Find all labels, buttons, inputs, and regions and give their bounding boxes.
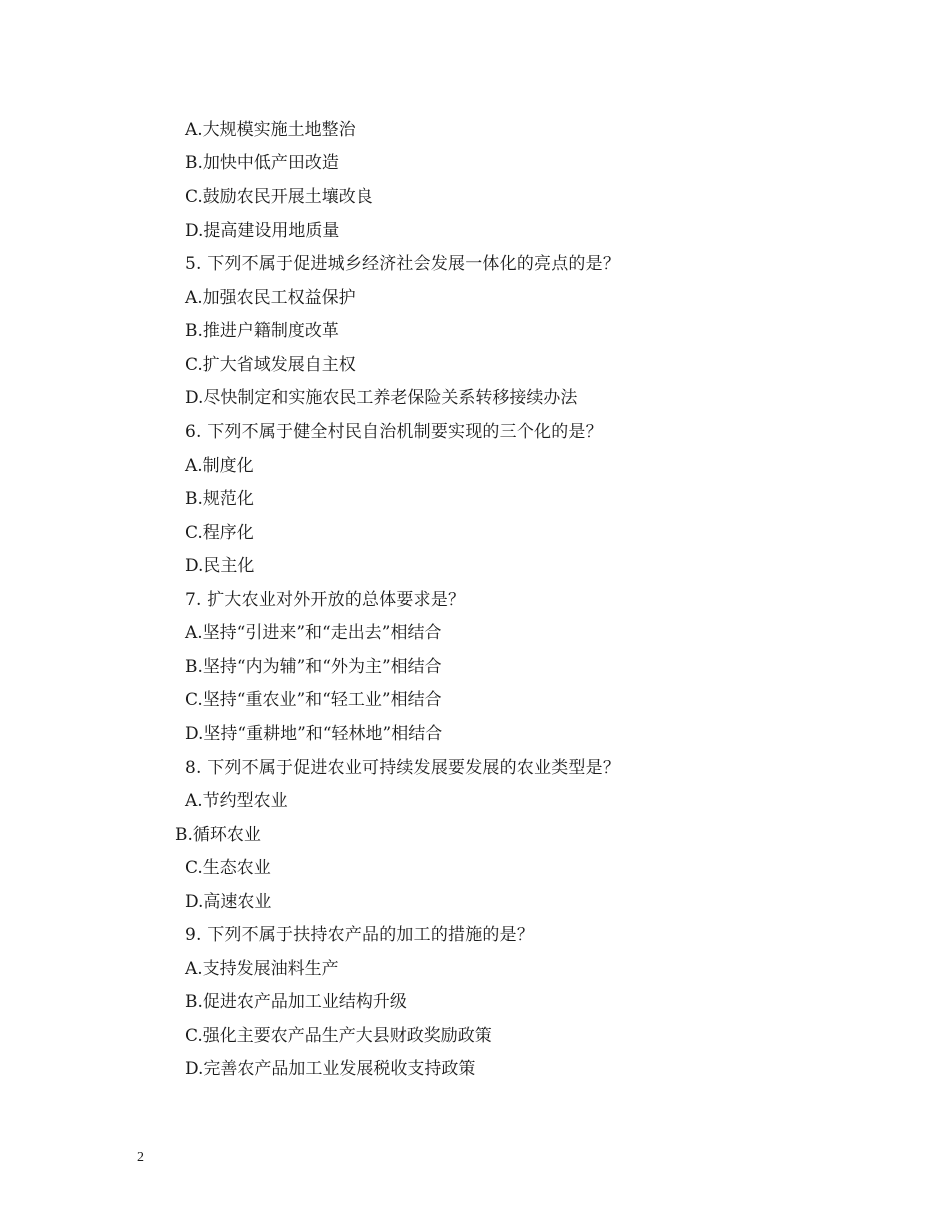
- option-8a: A.节约型农业: [185, 791, 288, 811]
- option-7b: B.坚持“内为辅”和“外为主”相结合: [185, 657, 442, 677]
- option-8c: C.生态农业: [185, 858, 271, 878]
- question-9: 9. 下列不属于扶持农产品的加工的措施的是？: [185, 925, 535, 945]
- option-9a: A.支持发展油料生产: [185, 959, 339, 979]
- option-5c: C.扩大省域发展自主权: [185, 355, 356, 375]
- option-4c: C.鼓励农民开展土壤改良: [185, 187, 373, 207]
- question-8: 8. 下列不属于促进农业可持续发展要发展的农业类型是？: [185, 758, 621, 778]
- option-9b: B.促进农产品加工业结构升级: [185, 992, 407, 1012]
- question-6: 6. 下列不属于健全村民自治机制要实现的三个化的是？: [185, 422, 603, 442]
- option-4d: D.提高建设用地质量: [185, 221, 340, 241]
- option-5b: B.推进户籍制度改革: [185, 321, 339, 341]
- question-7: 7. 扩大农业对外开放的总体要求是？: [185, 590, 466, 610]
- option-5a: A.加强农民工权益保护: [185, 288, 356, 308]
- option-9d: D.完善农产品加工业发展税收支持政策: [185, 1059, 476, 1079]
- option-5d: D.尽快制定和实施农民工养老保险关系转移接续办法: [185, 388, 578, 408]
- option-7a: A.坚持“引进来”和“走出去”相结合: [185, 623, 442, 643]
- option-9c: C.强化主要农产品生产大县财政奖励政策: [185, 1026, 492, 1046]
- option-4b: B.加快中低产田改造: [185, 153, 339, 173]
- option-6b: B.规范化: [185, 489, 254, 509]
- question-5: 5. 下列不属于促进城乡经济社会发展一体化的亮点的是？: [185, 254, 621, 274]
- option-8b: B.循环农业: [175, 825, 261, 845]
- option-7c: C.坚持“重农业”和“轻工业”相结合: [185, 690, 442, 710]
- option-6a: A.制度化: [185, 456, 254, 476]
- option-6c: C.程序化: [185, 523, 254, 543]
- option-6d: D.民主化: [185, 556, 255, 576]
- page-number: 2: [137, 1150, 144, 1165]
- option-8d: D.高速农业: [185, 892, 272, 912]
- option-7d: D.坚持“重耕地”和“轻林地”相结合: [185, 724, 443, 744]
- option-4a: A.大规模实施土地整治: [185, 120, 356, 140]
